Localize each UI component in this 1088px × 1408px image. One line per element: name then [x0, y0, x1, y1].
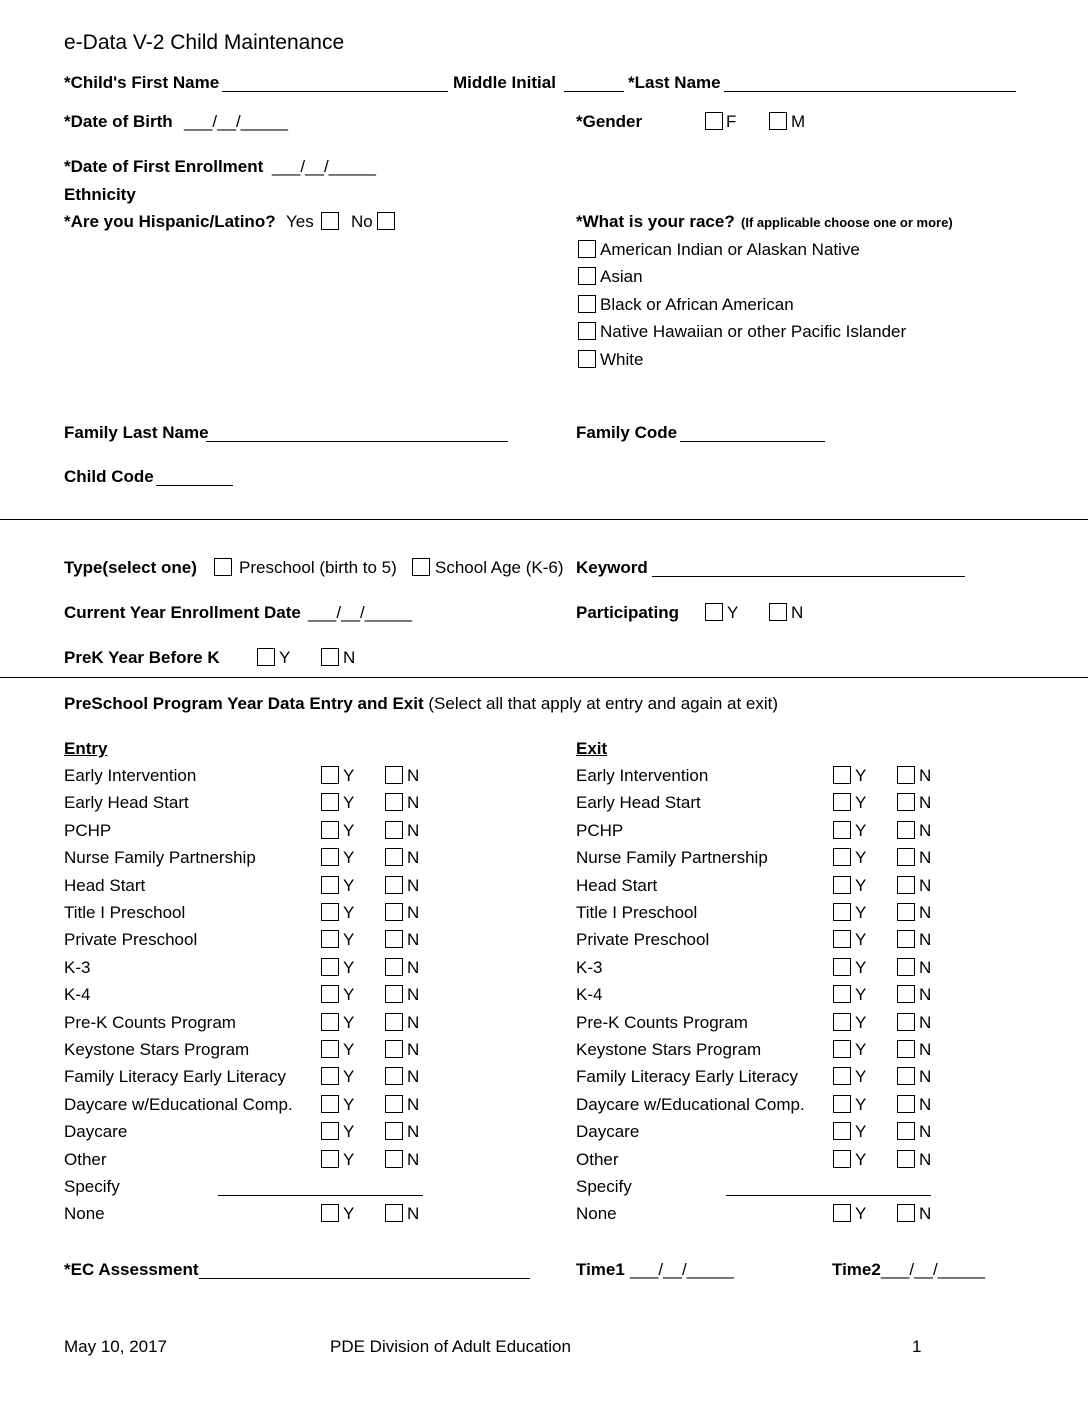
- prek-label: PreK Year Before K: [64, 648, 220, 667]
- entry-y-label: Y: [343, 1149, 355, 1169]
- gender-f-checkbox[interactable]: [705, 112, 723, 130]
- gender-f-label: F: [726, 112, 737, 131]
- entry-n-label: N: [407, 1012, 420, 1032]
- prek-y-label: Y: [279, 648, 291, 667]
- entry-y-label: Y: [343, 848, 355, 868]
- entry-y-label: Y: [343, 1094, 355, 1114]
- entry-program-label: Pre-K Counts Program: [64, 1012, 236, 1032]
- keyword-label: Keyword: [576, 558, 648, 577]
- race-question: *What is your race?: [576, 212, 735, 231]
- entry-program-label: Keystone Stars Program: [64, 1040, 250, 1059]
- prek-n-checkbox[interactable]: [321, 648, 339, 666]
- exit-program-label: Family Literacy Early Literacy: [576, 1067, 799, 1087]
- family-code-label: Family Code: [576, 423, 678, 442]
- exit-y-label: Y: [855, 793, 867, 813]
- child-code-label: Child Code: [64, 467, 154, 486]
- exit-y-checkbox[interactable]: [833, 1095, 851, 1113]
- preschool-checkbox[interactable]: [214, 558, 232, 576]
- entry-n-checkbox[interactable]: [385, 958, 403, 976]
- current-enroll-label: Current Year Enrollment Date: [64, 603, 301, 622]
- entry-n-checkbox[interactable]: [385, 930, 403, 948]
- entry-program-label: K-4: [64, 985, 91, 1005]
- family-code-field[interactable]: [680, 441, 825, 442]
- exit-n-checkbox[interactable]: [897, 793, 915, 811]
- exit-n-checkbox[interactable]: [897, 1122, 915, 1140]
- race-option-label: Asian: [600, 267, 643, 287]
- exit-program-label: Private Preschool: [576, 930, 710, 950]
- exit-n-label: N: [919, 875, 932, 895]
- entry-n-checkbox[interactable]: [385, 876, 403, 894]
- exit-n-checkbox[interactable]: [897, 1067, 915, 1085]
- hispanic-no-label: No: [351, 212, 373, 231]
- first-name-field[interactable]: [222, 91, 448, 92]
- exit-n-label: N: [919, 985, 932, 1005]
- entry-y-label: Y: [343, 820, 355, 840]
- last-name-label: *Last Name: [628, 73, 721, 92]
- entry-program-label: Other: [64, 1149, 107, 1169]
- race-note: (If applicable choose one or more): [741, 215, 953, 230]
- entry-program-label: K-3: [64, 957, 91, 977]
- hispanic-question: *Are you Hispanic/Latino?: [64, 212, 276, 231]
- divider: [0, 519, 1088, 520]
- entry-n-checkbox[interactable]: [385, 1122, 403, 1140]
- entry-n-label: N: [407, 820, 420, 840]
- entry-heading: Entry: [64, 739, 108, 758]
- exit-n-checkbox[interactable]: [897, 1040, 915, 1058]
- entry-n-checkbox[interactable]: [385, 793, 403, 811]
- exit-n-label: N: [919, 848, 932, 868]
- entry-program-label: Daycare: [64, 1122, 128, 1142]
- entry-specify-field[interactable]: [218, 1195, 423, 1196]
- entry-n-label: N: [407, 766, 420, 785]
- exit-n-label: N: [919, 1149, 932, 1169]
- section-heading-title: PreSchool Program Year Data Entry and Exit: [64, 694, 424, 713]
- participating-n-checkbox[interactable]: [769, 603, 787, 621]
- exit-program-label: PCHP: [576, 820, 624, 840]
- entry-n-label: N: [407, 1149, 420, 1169]
- exit-y-checkbox[interactable]: [833, 1204, 851, 1222]
- entry-y-checkbox[interactable]: [321, 985, 339, 1003]
- exit-n-checkbox[interactable]: [897, 848, 915, 866]
- entry-y-checkbox[interactable]: [321, 903, 339, 921]
- footer-org: PDE Division of Adult Education: [330, 1337, 571, 1356]
- entry-program-label: Early Intervention: [64, 766, 197, 785]
- race-option-label: Native Hawaiian or other Pacific Islander: [600, 322, 907, 342]
- entry-y-checkbox[interactable]: [321, 1204, 339, 1222]
- exit-y-checkbox[interactable]: [833, 1067, 851, 1085]
- exit-specify-label: Specify: [576, 1177, 632, 1196]
- last-name-field[interactable]: [724, 91, 1016, 92]
- ec-assessment-field[interactable]: [199, 1278, 530, 1279]
- exit-y-checkbox[interactable]: [833, 876, 851, 894]
- entry-y-checkbox[interactable]: [321, 876, 339, 894]
- footer-date: May 10, 2017: [64, 1337, 168, 1356]
- entry-y-checkbox[interactable]: [321, 821, 339, 839]
- entry-program-label: Daycare w/Educational Comp.: [64, 1094, 293, 1114]
- school-age-checkbox[interactable]: [412, 558, 430, 576]
- race-checkbox[interactable]: [578, 322, 596, 340]
- entry-y-label: Y: [343, 793, 355, 813]
- entry-n-checkbox[interactable]: [385, 1067, 403, 1085]
- type-label: Type(select one): [64, 558, 197, 577]
- dob-field[interactable]: ___/__/_____: [184, 112, 288, 131]
- entry-n-label: N: [407, 875, 420, 895]
- dob-label: *Date of Birth: [64, 112, 173, 131]
- entry-y-label: Y: [343, 1067, 355, 1087]
- exit-n-label: N: [919, 1040, 932, 1059]
- race-checkbox[interactable]: [578, 295, 596, 313]
- exit-n-checkbox[interactable]: [897, 766, 915, 784]
- exit-y-label: Y: [855, 1012, 867, 1032]
- exit-y-label: Y: [855, 985, 867, 1005]
- section-heading-note: (Select all that apply at entry and again at exit): [428, 694, 779, 713]
- exit-program-label: Daycare: [576, 1122, 640, 1142]
- entry-n-checkbox[interactable]: [385, 1150, 403, 1168]
- entry-y-label: Y: [343, 930, 355, 950]
- entry-none-label: None: [64, 1204, 105, 1224]
- exit-n-label: N: [919, 1122, 932, 1142]
- preschool-label: Preschool (birth to 5): [239, 558, 397, 577]
- exit-program-label: Head Start: [576, 875, 658, 895]
- entry-specify-label: Specify: [64, 1177, 120, 1196]
- middle-initial-label: Middle Initial: [453, 73, 556, 92]
- entry-y-label: Y: [343, 1040, 355, 1059]
- hispanic-no-checkbox[interactable]: [377, 212, 395, 230]
- exit-n-label: N: [919, 766, 932, 785]
- entry-y-label: Y: [343, 903, 355, 922]
- exit-program-label: Title I Preschool: [576, 903, 698, 922]
- exit-program-label: K-4: [576, 985, 603, 1005]
- exit-n-label: N: [919, 1012, 932, 1032]
- ec-assessment-label: *EC Assessment: [64, 1260, 199, 1279]
- entry-program-label: Private Preschool: [64, 930, 198, 950]
- entry-y-checkbox[interactable]: [321, 958, 339, 976]
- entry-y-checkbox[interactable]: [321, 848, 339, 866]
- exit-y-label: Y: [855, 875, 867, 895]
- entry-y-checkbox[interactable]: [321, 1040, 339, 1058]
- entry-n-checkbox[interactable]: [385, 985, 403, 1003]
- footer-page: 1: [912, 1337, 922, 1356]
- first-enroll-label: *Date of First Enrollment: [64, 157, 264, 176]
- entry-y-checkbox[interactable]: [321, 1150, 339, 1168]
- exit-y-checkbox[interactable]: [833, 1122, 851, 1140]
- entry-n-label: N: [407, 1204, 420, 1224]
- participating-n-label: N: [791, 603, 804, 622]
- entry-y-checkbox[interactable]: [321, 1013, 339, 1031]
- entry-program-label: Head Start: [64, 875, 146, 895]
- entry-y-checkbox[interactable]: [321, 1095, 339, 1113]
- race-option-label: White: [600, 349, 644, 369]
- exit-n-label: N: [919, 820, 932, 840]
- entry-n-checkbox[interactable]: [385, 848, 403, 866]
- entry-n-label: N: [407, 1040, 420, 1059]
- entry-y-label: Y: [343, 875, 355, 895]
- entry-n-checkbox[interactable]: [385, 1095, 403, 1113]
- entry-n-checkbox[interactable]: [385, 821, 403, 839]
- gender-m-checkbox[interactable]: [769, 112, 787, 130]
- exit-n-label: N: [919, 1067, 932, 1087]
- exit-y-label: Y: [855, 903, 867, 922]
- entry-y-checkbox[interactable]: [321, 766, 339, 784]
- prek-n-label: N: [343, 648, 356, 667]
- exit-program-label: Early Intervention: [576, 766, 709, 785]
- exit-program-label: Pre-K Counts Program: [576, 1012, 748, 1032]
- race-option-label: Black or African American: [600, 294, 794, 314]
- exit-n-checkbox[interactable]: [897, 985, 915, 1003]
- exit-heading: Exit: [576, 739, 608, 758]
- exit-program-label: Nurse Family Partnership: [576, 848, 768, 868]
- exit-n-label: N: [919, 1204, 932, 1224]
- participating-y-checkbox[interactable]: [705, 603, 723, 621]
- exit-n-checkbox[interactable]: [897, 1204, 915, 1222]
- race-option-label: American Indian or Alaskan Native: [600, 240, 860, 259]
- entry-program-label: PCHP: [64, 820, 112, 840]
- exit-n-label: N: [919, 957, 932, 977]
- entry-program-label: Early Head Start: [64, 793, 189, 813]
- entry-n-checkbox[interactable]: [385, 903, 403, 921]
- exit-y-checkbox[interactable]: [833, 903, 851, 921]
- exit-n-checkbox[interactable]: [897, 903, 915, 921]
- exit-y-checkbox[interactable]: [833, 1150, 851, 1168]
- entry-program-label: Nurse Family Partnership: [64, 848, 256, 868]
- exit-n-label: N: [919, 793, 932, 813]
- exit-program-label: Early Head Start: [576, 793, 701, 813]
- entry-y-checkbox[interactable]: [321, 1122, 339, 1140]
- race-checkbox[interactable]: [578, 267, 596, 285]
- entry-y-checkbox[interactable]: [321, 930, 339, 948]
- exit-y-checkbox[interactable]: [833, 766, 851, 784]
- family-last-name-field[interactable]: [206, 441, 508, 442]
- school-age-label: School Age (K-6): [435, 558, 564, 577]
- child-code-field[interactable]: [156, 485, 233, 486]
- family-last-name-label: Family Last Name: [64, 423, 209, 442]
- entry-n-checkbox[interactable]: [385, 766, 403, 784]
- exit-y-checkbox[interactable]: [833, 1013, 851, 1031]
- exit-y-label: Y: [855, 1204, 867, 1224]
- exit-y-label: Y: [855, 1067, 867, 1087]
- ethnicity-label: Ethnicity: [64, 185, 136, 204]
- exit-y-label: Y: [855, 1122, 867, 1142]
- entry-y-label: Y: [343, 1204, 355, 1224]
- entry-n-label: N: [407, 848, 420, 868]
- hispanic-yes-label: Yes: [286, 212, 314, 231]
- entry-n-label: N: [407, 985, 420, 1005]
- time1-label: Time1: [576, 1260, 625, 1279]
- entry-y-checkbox[interactable]: [321, 793, 339, 811]
- time2-field[interactable]: ___/__/_____: [881, 1260, 985, 1279]
- first-enroll-field[interactable]: ___/__/_____: [272, 157, 376, 176]
- keyword-field[interactable]: [652, 576, 965, 577]
- race-checkbox[interactable]: [578, 350, 596, 368]
- entry-y-label: Y: [343, 766, 355, 785]
- first-name-label: *Child's First Name: [64, 73, 220, 92]
- entry-n-checkbox[interactable]: [385, 1040, 403, 1058]
- exit-y-checkbox[interactable]: [833, 821, 851, 839]
- exit-n-label: N: [919, 903, 932, 922]
- gender-m-label: M: [791, 112, 806, 131]
- exit-n-checkbox[interactable]: [897, 930, 915, 948]
- exit-n-checkbox[interactable]: [897, 1013, 915, 1031]
- entry-y-label: Y: [343, 957, 355, 977]
- entry-n-label: N: [407, 1122, 420, 1142]
- exit-y-label: Y: [855, 848, 867, 868]
- exit-y-checkbox[interactable]: [833, 985, 851, 1003]
- entry-n-label: N: [407, 793, 420, 813]
- entry-n-checkbox[interactable]: [385, 1013, 403, 1031]
- section-heading: [64, 694, 778, 714]
- exit-n-label: N: [919, 930, 932, 950]
- entry-n-label: N: [407, 903, 420, 922]
- current-enroll-field[interactable]: ___/__/_____: [308, 603, 412, 622]
- entry-n-checkbox[interactable]: [385, 1204, 403, 1222]
- middle-initial-field[interactable]: [564, 91, 624, 92]
- time2-label: Time2: [832, 1260, 881, 1279]
- participating-y-label: Y: [727, 603, 739, 622]
- exit-n-label: N: [919, 1094, 932, 1114]
- entry-n-label: N: [407, 957, 420, 977]
- exit-y-label: Y: [855, 1149, 867, 1169]
- entry-y-label: Y: [343, 1012, 355, 1032]
- entry-n-label: N: [407, 1094, 420, 1114]
- race-checkbox[interactable]: [578, 240, 596, 258]
- entry-program-label: Title I Preschool: [64, 903, 186, 922]
- exit-y-checkbox[interactable]: [833, 958, 851, 976]
- gender-label: *Gender: [576, 112, 643, 131]
- participating-label: Participating: [576, 603, 679, 622]
- exit-n-checkbox[interactable]: [897, 876, 915, 894]
- entry-y-label: Y: [343, 1122, 355, 1142]
- exit-y-checkbox[interactable]: [833, 848, 851, 866]
- exit-y-label: Y: [855, 957, 867, 977]
- exit-specify-field[interactable]: [726, 1195, 931, 1196]
- entry-n-label: N: [407, 1067, 420, 1087]
- exit-y-label: Y: [855, 930, 867, 950]
- page-title: e-Data V-2 Child Maintenance: [64, 31, 345, 54]
- exit-program-label: Daycare w/Educational Comp.: [576, 1094, 805, 1114]
- exit-y-checkbox[interactable]: [833, 793, 851, 811]
- exit-program-label: Keystone Stars Program: [576, 1040, 762, 1059]
- hispanic-yes-checkbox[interactable]: [321, 212, 339, 230]
- prek-y-checkbox[interactable]: [257, 648, 275, 666]
- time1-field[interactable]: ___/__/_____: [630, 1260, 734, 1279]
- exit-n-checkbox[interactable]: [897, 821, 915, 839]
- entry-n-label: N: [407, 930, 420, 950]
- exit-y-checkbox[interactable]: [833, 1040, 851, 1058]
- entry-program-label: Family Literacy Early Literacy: [64, 1067, 287, 1087]
- exit-n-checkbox[interactable]: [897, 1150, 915, 1168]
- entry-y-label: Y: [343, 985, 355, 1005]
- exit-y-checkbox[interactable]: [833, 930, 851, 948]
- exit-program-label: K-3: [576, 957, 603, 977]
- entry-y-checkbox[interactable]: [321, 1067, 339, 1085]
- divider: [0, 677, 1088, 678]
- exit-y-label: Y: [855, 766, 867, 785]
- exit-y-label: Y: [855, 820, 867, 840]
- exit-y-label: Y: [855, 1040, 867, 1059]
- exit-y-label: Y: [855, 1094, 867, 1114]
- exit-program-label: Other: [576, 1149, 619, 1169]
- exit-n-checkbox[interactable]: [897, 1095, 915, 1113]
- exit-none-label: None: [576, 1204, 617, 1224]
- exit-n-checkbox[interactable]: [897, 958, 915, 976]
